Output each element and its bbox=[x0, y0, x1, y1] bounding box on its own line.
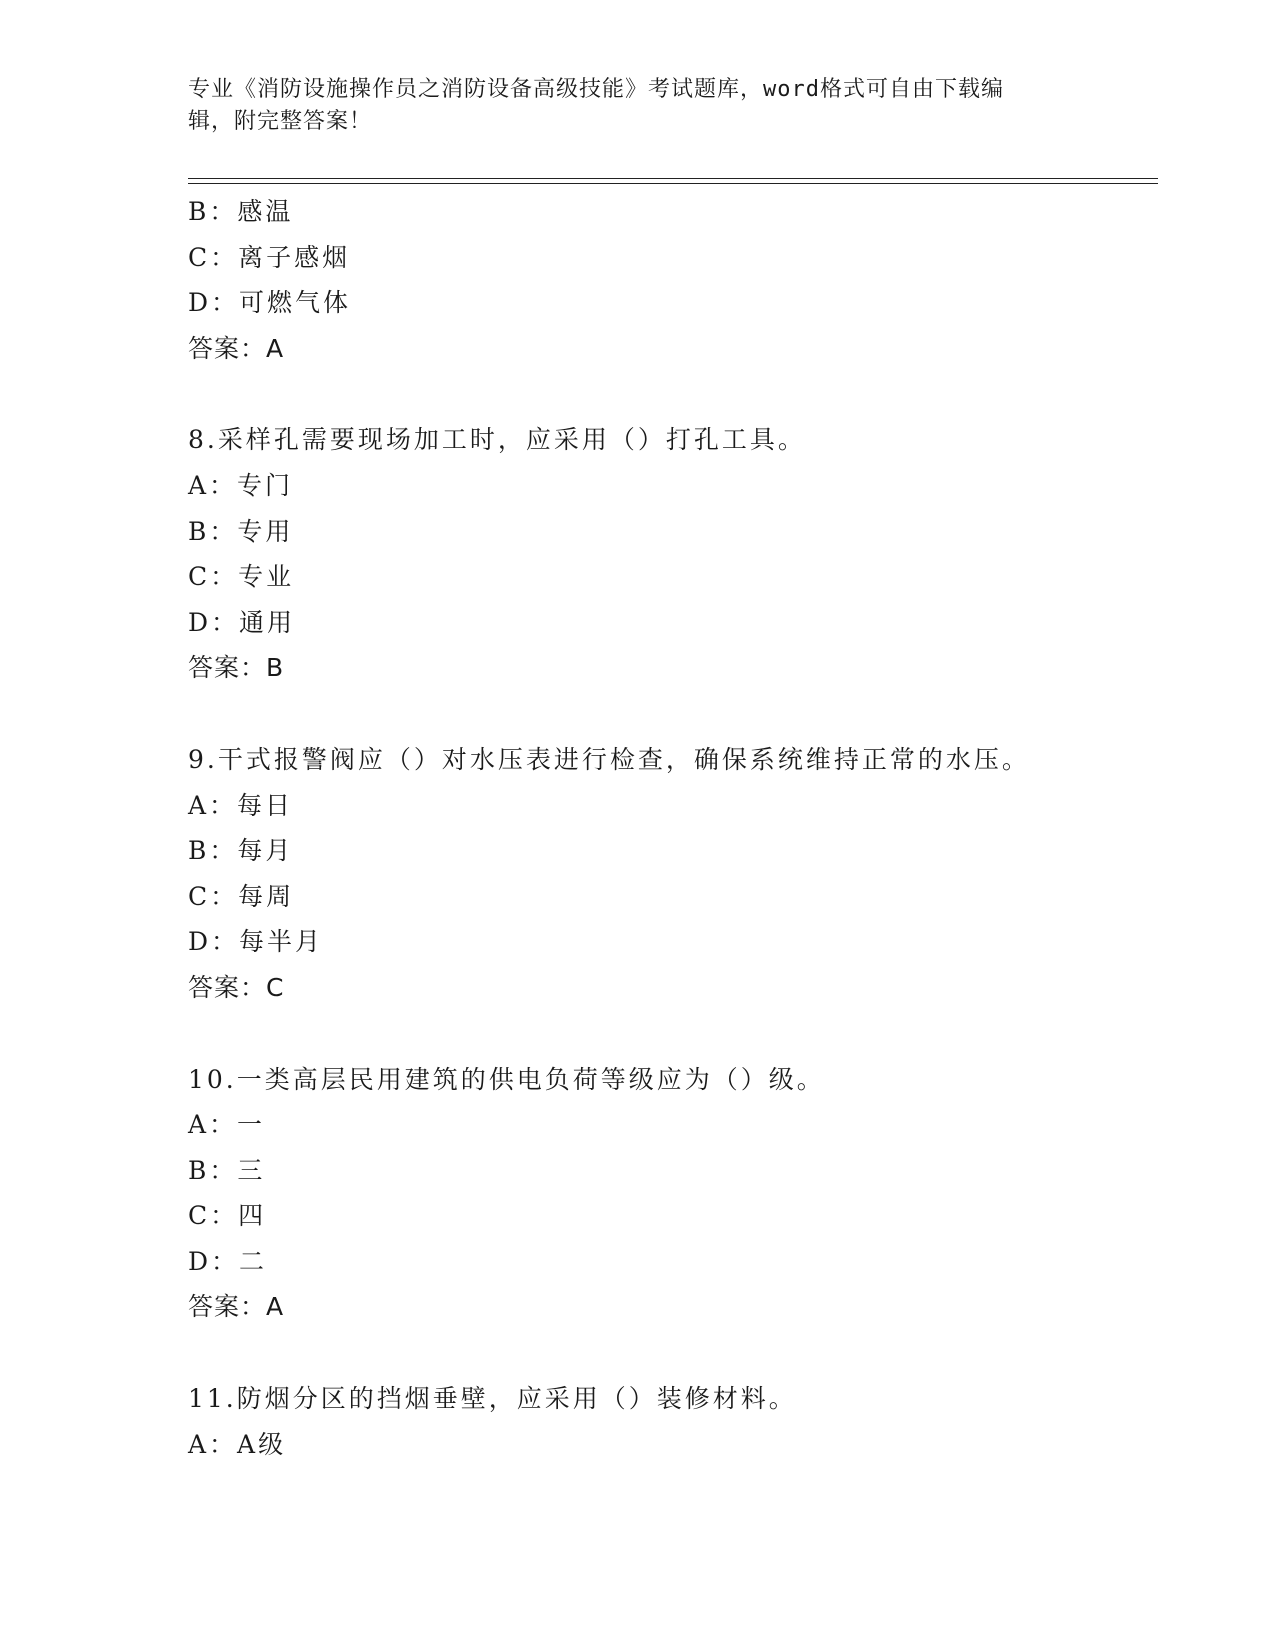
option-a: A：专门 bbox=[188, 470, 294, 500]
answer: 答案：B bbox=[188, 653, 285, 683]
option-c: C：四 bbox=[188, 1201, 267, 1231]
question-stem: 10.一类高层民用建筑的供电负荷等级应为（）级。 bbox=[188, 1064, 825, 1094]
option-b: B：感温 bbox=[188, 197, 294, 226]
option-d: D：每半月 bbox=[188, 927, 324, 957]
option-d: D：可燃气体 bbox=[188, 288, 352, 318]
option-d: D：二 bbox=[188, 1246, 268, 1276]
option-a: A：一 bbox=[188, 1110, 266, 1140]
option-a: A：A级 bbox=[188, 1429, 287, 1459]
document-header bbox=[188, 74, 1088, 138]
answer: 答案：A bbox=[188, 333, 285, 363]
header-rule-top bbox=[188, 178, 1158, 179]
question-7-tail bbox=[188, 189, 1148, 371]
option-c: C：离子感烟 bbox=[188, 242, 351, 272]
answer: 答案：A bbox=[188, 1292, 285, 1322]
header-line-1: 专业《消防设施操作员之消防设备高级技能》考试题库，word格式可自由下载编 bbox=[188, 77, 1004, 102]
question-9 bbox=[188, 737, 1148, 1011]
option-a: A：每日 bbox=[188, 790, 294, 820]
question-list bbox=[188, 189, 1148, 1467]
question-stem: 9.干式报警阀应（）对水压表进行检查，确保系统维持正常的水压。 bbox=[188, 744, 1030, 774]
option-c: C：专业 bbox=[188, 562, 295, 592]
header-line-2: 辑，附完整答案！ bbox=[188, 109, 373, 134]
option-b: B：三 bbox=[188, 1155, 266, 1185]
question-stem: 8.采样孔需要现场加工时，应采用（）打孔工具。 bbox=[188, 425, 806, 455]
question-10 bbox=[188, 1057, 1148, 1331]
answer: 答案：C bbox=[188, 972, 285, 1002]
question-stem: 11.防烟分区的挡烟垂壁，应采用（）装修材料。 bbox=[188, 1384, 797, 1414]
question-11 bbox=[188, 1376, 1148, 1467]
option-b: B：每月 bbox=[188, 836, 294, 866]
option-d: D：通用 bbox=[188, 607, 296, 637]
option-b: B：专用 bbox=[188, 516, 294, 546]
header-rule-bottom bbox=[188, 183, 1158, 184]
question-8 bbox=[188, 417, 1148, 691]
option-c: C：每周 bbox=[188, 881, 295, 911]
